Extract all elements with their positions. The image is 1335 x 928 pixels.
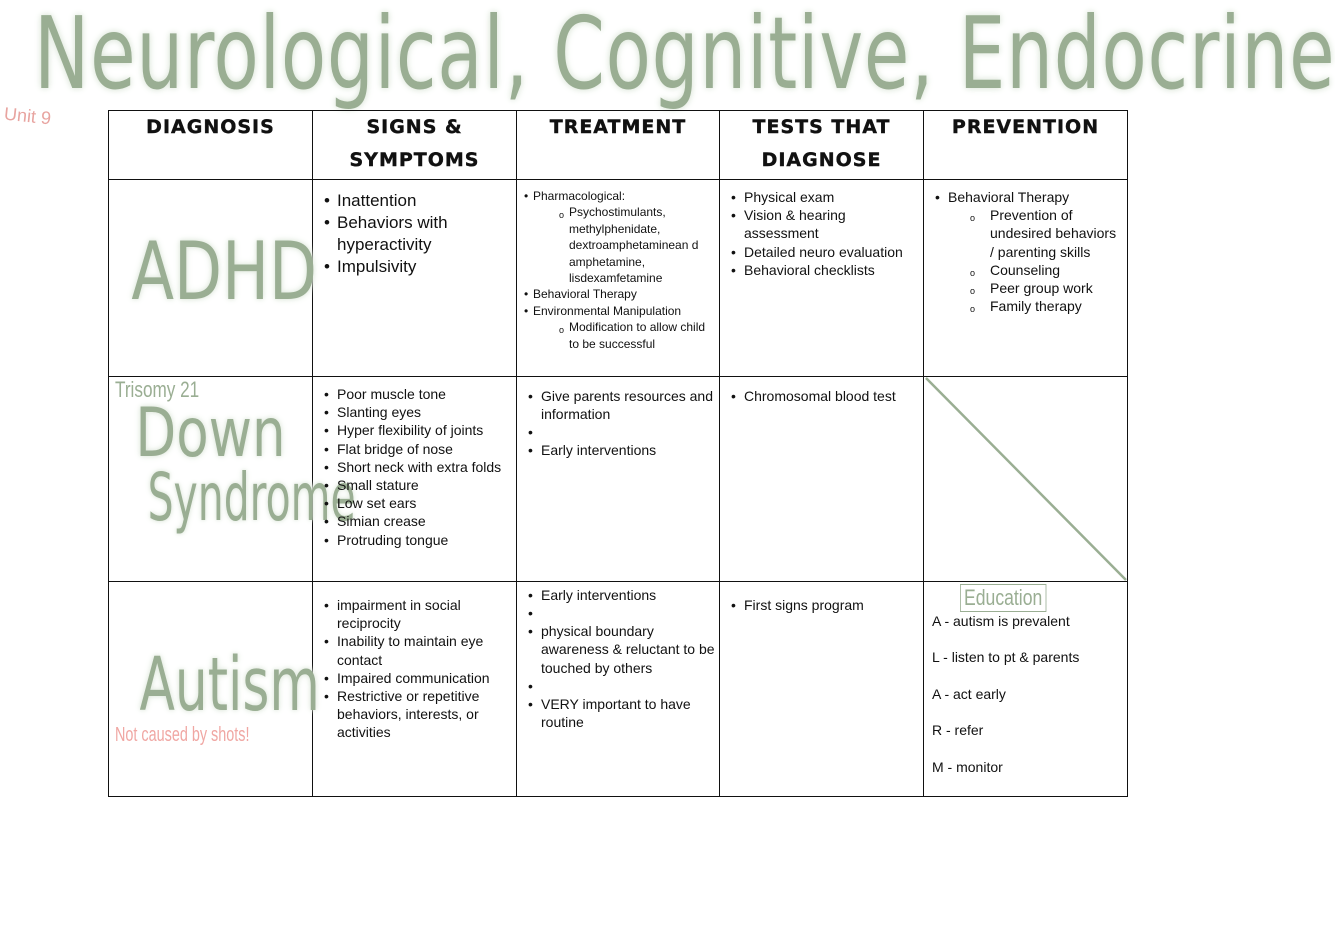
acronym-line: M - monitor bbox=[932, 758, 1003, 775]
list-item: o Family therapy bbox=[928, 297, 1123, 315]
list-item: • impairment in social reciprocity bbox=[317, 596, 512, 632]
list-item: • Poor muscle tone bbox=[317, 385, 512, 403]
list-item: • Give parents resources and information bbox=[521, 387, 715, 423]
tests-autism bbox=[720, 582, 924, 797]
list-item: • Physical exam bbox=[724, 188, 919, 206]
signs-autism bbox=[313, 582, 517, 797]
page-title: Neurological, Cognitive, Endocrine bbox=[34, 0, 1335, 112]
list-item: • Small stature bbox=[317, 476, 512, 494]
list-item: • Behaviors with hyperactivity bbox=[317, 212, 512, 256]
signs-down-syndrome bbox=[313, 377, 517, 582]
list-item: • Behavioral Therapy bbox=[928, 188, 1123, 206]
header-tests: TESTS THAT DIAGNOSE bbox=[720, 111, 924, 180]
table-row-adhd bbox=[109, 180, 1128, 377]
header-row bbox=[109, 111, 1128, 180]
education-label: Education bbox=[960, 584, 1046, 612]
diagnosis-adhd: ADHD bbox=[109, 180, 313, 377]
treatment-autism bbox=[517, 582, 720, 797]
list-item: • Pharmacological: bbox=[517, 188, 715, 204]
list-item: o Peer group work bbox=[928, 279, 1123, 297]
list-item: • Hyper flexibility of joints bbox=[317, 421, 512, 439]
header-prevention: PREVENTION bbox=[924, 111, 1128, 180]
unit-tag: Unit 9 bbox=[3, 103, 52, 129]
prevention-autism bbox=[924, 582, 1128, 797]
list-item: • Protruding tongue bbox=[317, 531, 512, 549]
list-item: • VERY important to have routine bbox=[521, 695, 715, 731]
header-treatment: TREATMENT bbox=[517, 111, 720, 180]
list-item: • Behavioral Therapy bbox=[517, 286, 715, 302]
tests-adhd bbox=[720, 180, 924, 377]
list-item: o Psychostimulants, methylphenidate, dextroamphetaminean d amphetamine, lisdexamfetamine bbox=[517, 204, 715, 286]
list-item: • Vision & hearing assessment bbox=[724, 206, 919, 242]
diagnosis-down-syndrome: Trisomy 21 Down Syndrome bbox=[109, 377, 313, 582]
list-item: • Detailed neuro evaluation bbox=[724, 243, 919, 261]
not-applicable-slash bbox=[924, 377, 1128, 582]
tests-down-syndrome bbox=[720, 377, 924, 582]
list-item: • Restrictive or repetitive behaviors, interests, or activities bbox=[317, 687, 512, 742]
alarm-acronym bbox=[924, 612, 1127, 776]
list-item: • Impaired communication bbox=[317, 669, 512, 687]
list-item: • Short neck with extra folds bbox=[317, 458, 512, 476]
list-item: • Flat bridge of nose bbox=[317, 440, 512, 458]
list-item: • Impulsivity bbox=[317, 256, 512, 278]
prevention-down-syndrome bbox=[924, 377, 1128, 582]
table-row-down-syndrome bbox=[109, 377, 1128, 582]
list-item: • Slanting eyes bbox=[317, 403, 512, 421]
acronym-line: R - refer bbox=[932, 722, 984, 739]
signs-adhd bbox=[313, 180, 517, 377]
list-item: o Counseling bbox=[928, 261, 1123, 279]
list-item: o Prevention of undesired behaviors / parenting skills bbox=[928, 206, 1123, 261]
list-item: • Early interventions bbox=[521, 586, 715, 604]
list-item: o Modification to allow child to be successful bbox=[517, 319, 715, 352]
treatment-adhd bbox=[517, 180, 720, 377]
list-item: • Simian crease bbox=[317, 512, 512, 530]
table-row-autism bbox=[109, 582, 1128, 797]
list-item: • Behavioral checklists bbox=[724, 261, 919, 279]
prevention-adhd bbox=[924, 180, 1128, 377]
header-diagnosis: DIAGNOSIS bbox=[109, 111, 313, 180]
acronym-line: A - autism is prevalent bbox=[932, 613, 1070, 629]
treatment-down-syndrome bbox=[517, 377, 720, 582]
list-item: • Inattention bbox=[317, 190, 512, 212]
autism-note: Not caused by shots! bbox=[115, 724, 250, 746]
disorder-table bbox=[108, 110, 1128, 797]
list-item: • Early interventions bbox=[521, 441, 715, 459]
list-item: • Environmental Manipulation bbox=[517, 303, 715, 319]
header-signs-symptoms: SIGNS & SYMPTOMS bbox=[313, 111, 517, 180]
list-item: • Inability to maintain eye contact bbox=[317, 632, 512, 668]
diagnosis-autism: Autism Not caused by shots! bbox=[109, 582, 313, 797]
list-item: • Chromosomal blood test bbox=[724, 387, 919, 405]
acronym-line: L - listen to pt & parents bbox=[932, 649, 1080, 666]
acronym-line: A - act early bbox=[932, 685, 1006, 702]
list-item: • physical boundary awareness & reluctant to be touched by others bbox=[521, 622, 715, 677]
list-item: • Low set ears bbox=[317, 494, 512, 512]
list-item: • First signs program bbox=[724, 596, 919, 614]
